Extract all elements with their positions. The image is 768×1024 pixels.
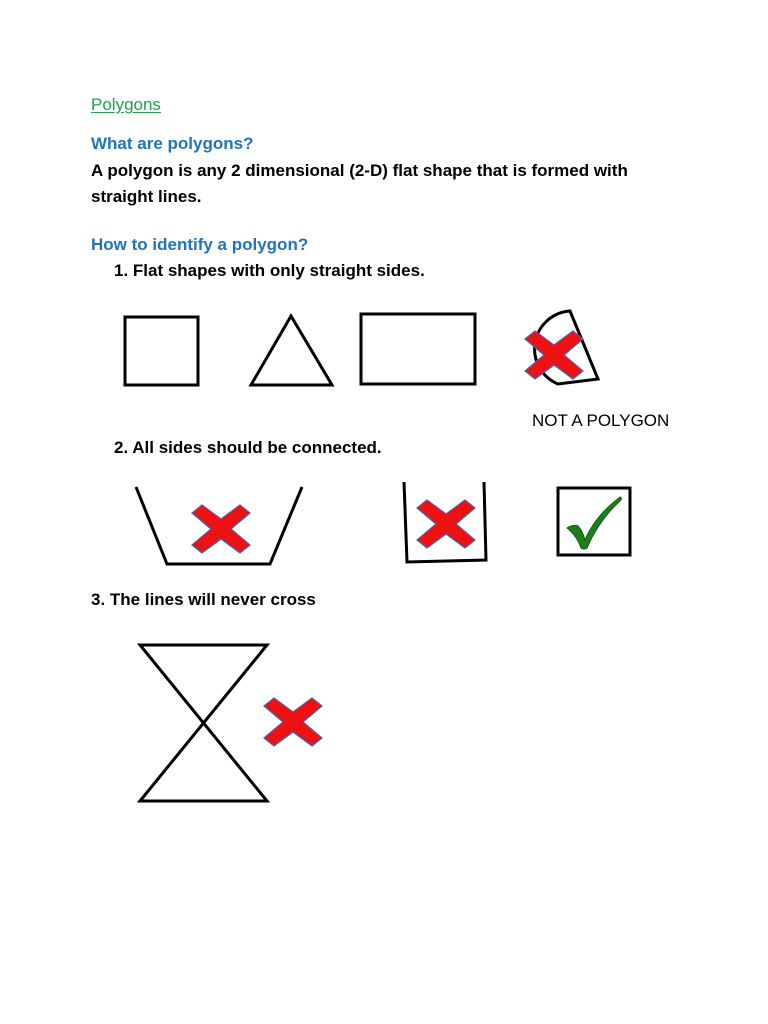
crossed-lines-shape [134, 640, 276, 808]
rule-1-text: 1. Flat shapes with only straight sides. [114, 261, 425, 280]
page-title: Polygons [91, 95, 161, 114]
cross-mark-icon [415, 498, 477, 550]
square-shape [120, 312, 204, 390]
triangle-shape [246, 312, 338, 390]
rule-3-text: 3. The lines will never cross [91, 590, 316, 609]
rectangle-shape [357, 310, 479, 388]
check-mark-icon [565, 494, 625, 552]
heading-how-to-identify: How to identify a polygon? [91, 235, 309, 254]
polygon-definition: A polygon is any 2 dimensional (2-D) flat shape that is formed with straight lines. [91, 161, 628, 206]
not-a-polygon-caption: NOT A POLYGON [532, 411, 670, 430]
heading-what-are-polygons: What are polygons? [91, 134, 254, 153]
cross-mark-icon [523, 329, 585, 381]
cross-mark-icon [190, 503, 252, 555]
cross-mark-icon [262, 696, 324, 748]
rule-2-text: 2. All sides should be connected. [114, 438, 382, 457]
